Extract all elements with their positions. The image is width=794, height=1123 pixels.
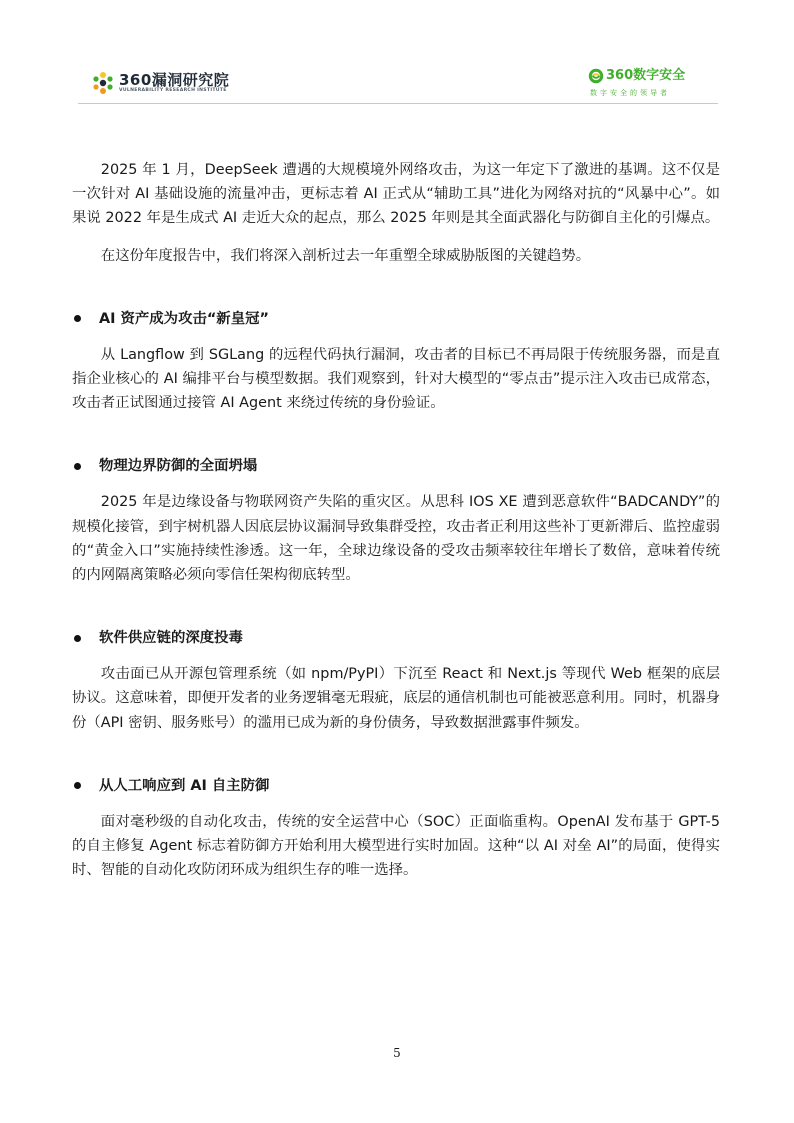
institute-name: 360漏洞研究院 [119,71,230,89]
header-divider [78,103,718,104]
section-heading: AI 资产成为攻击“新皇冠” [99,310,269,327]
shield-circle-logo-icon [588,68,604,84]
bullet-icon [74,782,81,789]
trend-section-supply-chain [72,626,720,735]
report-body [72,158,720,882]
bullet-icon [74,463,81,470]
section-heading: 从人工响应到 AI 自主防御 [99,777,270,794]
page-number: 5 [393,1046,401,1060]
institute-subtitle: VULNERABILITY RESEARCH INSTITUTE [119,88,227,93]
trend-section-ai-defense [72,774,720,883]
bullet-icon [74,315,81,322]
bullet-icon [74,635,81,642]
company-name: 360数字安全 [606,68,686,83]
trend-section-ai-assets [72,307,720,416]
page-header [0,0,794,110]
section-body: 面对毫秒级的自动化攻击，传统的安全运营中心（SOC）正面临重构。OpenAI 发布基于 GPT-5 的自主修复 Agent 标志着防御方开始利用大模型进行实时加固。这种“以 AI 对垒 AI”的局面，使得实时、智能的自动化攻防闭环成为组织生存的唯一选择。 [72,813,720,879]
section-body: 攻击面已从开源包管理系统（如 npm/PyPI）下沉至 React 和 Next.js 等现代 Web 框架的底层协议。这意味着，即便开发者的业务逻辑毫无瑕疵，底层的通信机制也可能被恶意利用。同时，机器身份（API 密钥、服务账号）的滥用已成为新的身份债务，导致数据泄露事件频发。 [72,666,720,731]
dot-cluster-logo-icon [90,70,116,96]
section-heading: 软件供应链的深度投毒 [99,630,243,647]
section-heading: 物理边界防御的全面坍塌 [99,458,258,475]
company-slogan: 数字安全的领导者 [590,89,670,97]
section-body: 2025 年是边缘设备与物联网资产失陷的重灾区。从思科 IOS XE 遭到恶意软件“BADCANDY”的规模化接管，到宇树机器人因底层协议漏洞导致集群受控，攻击者正利用这些补丁更新滞后、监控虚弱的“黄金入口”实施持续性渗透。这一年，全球边缘设备的受攻击频率较往年增长了数倍，意味着传统的内网隔离策略必须向零信任架构彻底转型。 [72,494,720,584]
digital-security-logo [588,68,718,98]
vulnerability-institute-logo [90,70,229,96]
intro-paragraph-1: 2025 年 1 月，DeepSeek 遭遇的大规模境外网络攻击，为这一年定下了激进的基调。这不仅是一次针对 AI 基础设施的流量冲击，更标志着 AI 正式从“辅助工具”进化为网络对抗的“风暴中心”。如果说 2022 年是生成式 AI 走近大众的起点，那么 2025 年则是其全面武器化与防御自主化的引爆点。 [72,162,720,227]
section-body: 从 Langflow 到 SGLang 的远程代码执行漏洞，攻击者的目标已不再局限于传统服务器，而是直指企业核心的 AI 编排平台与模型数据。我们观察到，针对大模型的“零点击”提示注入攻击已成常态，攻击者正试图通过接管 AI Agent 来绕过传统的身份验证。 [72,346,720,412]
intro-paragraph-2: 在这份年度报告中，我们将深入剖析过去一年重塑全球威胁版图的关键趋势。 [100,247,591,264]
trend-section-edge-defense [72,454,720,587]
